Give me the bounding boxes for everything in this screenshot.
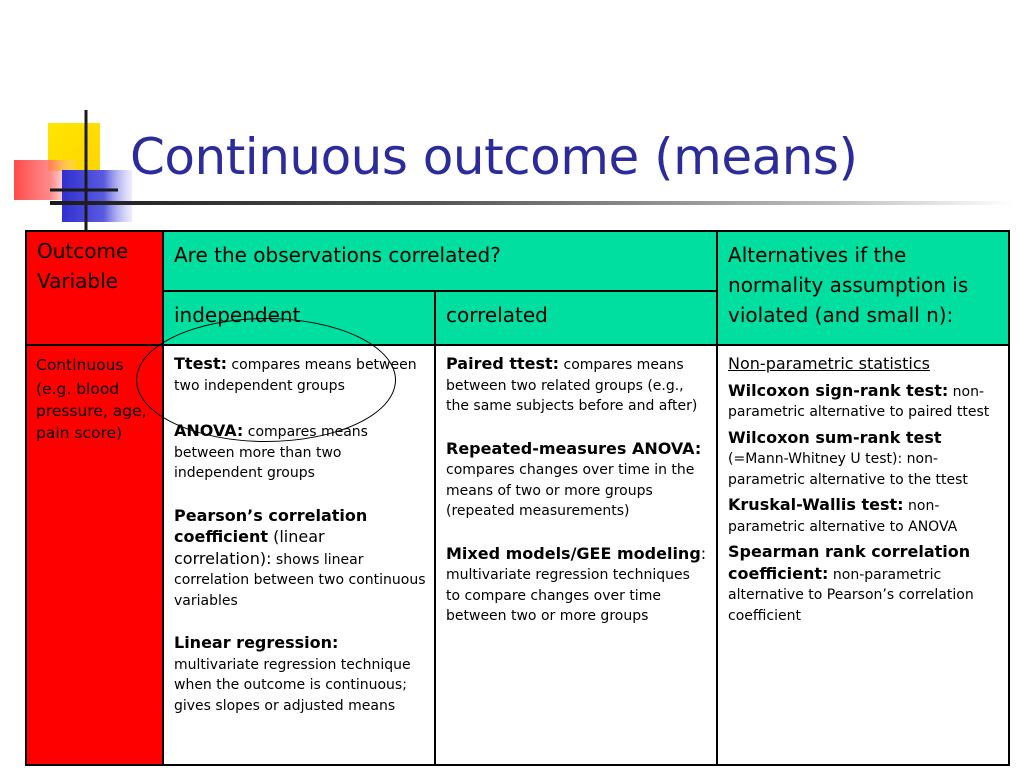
title-divider — [50, 201, 1015, 205]
test-desc: multivariate regression techniques to compare changes over time between two or more groups — [446, 567, 690, 624]
test-item — [446, 439, 708, 522]
alternative-item — [728, 495, 1000, 537]
test-name: Paired ttest: — [446, 354, 560, 373]
test-qualifier: (linear correlation): — [174, 527, 325, 568]
page-title: Continuous outcome (means) — [130, 128, 858, 186]
alternative-item — [728, 428, 1000, 491]
slide-logo-icon — [0, 0, 140, 230]
test-name: Wilcoxon sign-rank test: — [728, 380, 949, 400]
test-desc: shows linear correlation between two continuous variables — [174, 551, 426, 609]
outcome-variable-header: Outcome Variable — [26, 231, 163, 345]
correlated-header: correlated — [435, 291, 717, 345]
test-desc: compares means between two independent groups — [174, 357, 417, 394]
test-name: Repeated-measures ANOVA: — [446, 438, 702, 458]
test-name: Mixed models/GEE modeling — [446, 543, 701, 563]
header-row-top — [26, 231, 1009, 291]
test-desc: non-parametric alternative to Pearson’s correlation coefficient — [728, 566, 974, 624]
outcome-type-cell — [26, 345, 163, 765]
test-desc: compares changes over time in the means of two or more groups (repeated measurements) — [446, 462, 695, 519]
correlated-question-header: Are the observations correlated? — [163, 231, 717, 291]
alternative-item — [728, 542, 1000, 626]
alternatives-cell — [717, 345, 1009, 765]
test-item — [174, 354, 426, 396]
test-name: Spearman rank correlation coefficient: — [728, 542, 971, 583]
test-name: Kruskal-Wallis test: — [728, 495, 904, 514]
test-desc: (=Mann-Whitney U test): non-parametric alternative to the ttest — [728, 451, 968, 488]
test-item — [174, 633, 426, 716]
test-item — [174, 421, 426, 484]
test-name: ANOVA: — [174, 421, 244, 440]
alternatives-heading-item — [728, 354, 1000, 376]
alternatives-heading: Non-parametric statistics — [728, 354, 930, 373]
test-qualifier: : — [700, 543, 707, 563]
test-item — [174, 506, 426, 612]
correlated-tests-cell — [435, 345, 717, 765]
body-row — [26, 345, 1009, 765]
outcome-examples: (e.g. blood pressure, age, pain score) — [36, 380, 147, 442]
test-desc: compares means between more than two independent groups — [174, 424, 368, 481]
test-item — [446, 354, 708, 417]
comparison-table — [25, 230, 1010, 766]
test-desc: non-parametric alternative to paired ttest — [728, 383, 990, 420]
independent-tests-cell — [163, 345, 435, 765]
alternatives-header: Alternatives if the normality assumption is violated (and small n): — [717, 231, 1009, 345]
alternative-item — [728, 381, 1000, 423]
independent-header: independent — [163, 291, 435, 345]
test-desc: multivariate regression technique when the outcome is continuous; gives slopes or adjusted means — [174, 656, 411, 714]
test-name: Linear regression: — [174, 633, 339, 652]
test-name: Wilcoxon sum-rank test — [728, 427, 942, 447]
test-desc: compares means between two related groups (e.g., the same subjects before and after) — [446, 357, 698, 414]
test-name: Pearson’s correlation coefficient — [174, 505, 368, 546]
test-item — [446, 544, 708, 627]
test-name: Ttest: — [174, 354, 227, 373]
outcome-type: Continuous — [36, 356, 124, 374]
test-desc: non-parametric alternative to ANOVA — [728, 498, 958, 535]
